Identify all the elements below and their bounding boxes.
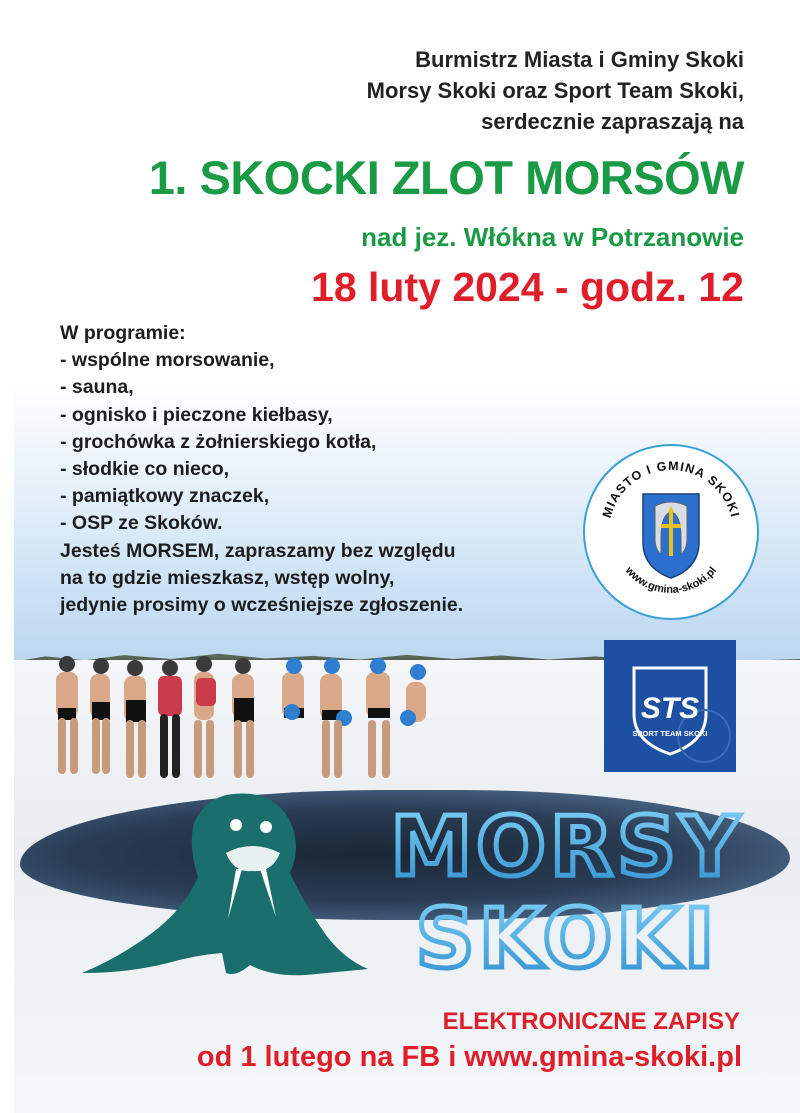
program-item: - ognisko i pieczone kiełbasy, <box>60 403 333 426</box>
left-margin <box>0 0 14 1113</box>
organizer-line: serdecznie zapraszają na <box>481 109 744 134</box>
event-title: 1. SKOCKI ZLOT MORSÓW <box>148 151 744 204</box>
brand-line-2: SKOKI <box>415 892 719 985</box>
program-list <box>60 320 580 619</box>
event-location: nad jez. Włókna w Potrzanowie <box>361 222 744 252</box>
morsy-skoki-wordmark <box>382 795 752 985</box>
walrus-icon <box>76 777 376 987</box>
invite-line: Jesteś MORSEM, zapraszamy bez względu <box>60 539 456 562</box>
program-item: - wspólne morsowanie, <box>60 349 275 372</box>
organizer-line: Burmistrz Miasta i Gminy Skoki <box>415 47 744 72</box>
sts-letters: STS <box>640 692 700 725</box>
program-item: - OSP ze Skoków. <box>60 512 223 535</box>
organizer-line: Morsy Skoki oraz Sport Team Skoki, <box>366 78 744 103</box>
signup-details: od 1 lutego na FB i www.gmina-skoki.pl <box>196 1041 742 1073</box>
seal-bottom-text: www.gmina-skoki.pl <box>622 564 720 596</box>
signup-heading: ELEKTRONICZNE ZAPISY <box>442 1008 740 1035</box>
sport-team-skoki-logo <box>604 640 736 772</box>
walrus-swimmers-photo <box>46 652 446 784</box>
event-date: 18 luty 2024 - godz. 12 <box>311 264 744 310</box>
organizers-text <box>224 44 744 137</box>
program-item: - grochówka z żołnierskiego kotła, <box>60 430 377 453</box>
program-heading: W programie: <box>60 322 186 344</box>
coat-of-arms-icon <box>585 446 757 618</box>
invite-line: jedynie prosimy o wcześniejsze zgłoszenie. <box>60 594 464 617</box>
sts-badge-icon <box>604 640 736 772</box>
city-seal <box>583 444 759 620</box>
seal-top-text: MIASTO I GMINA SKOKI <box>599 458 743 520</box>
brand-line-1: MORSY <box>390 800 744 895</box>
program-item: - sauna, <box>60 376 134 399</box>
program-item: - pamiątkowy znaczek, <box>60 485 270 508</box>
sts-caption: SPORT TEAM SKOKI <box>632 729 708 738</box>
invite-line: na to gdzie mieszkasz, wstęp wolny, <box>60 566 395 589</box>
program-item: - słodkie co nieco, <box>60 458 230 481</box>
